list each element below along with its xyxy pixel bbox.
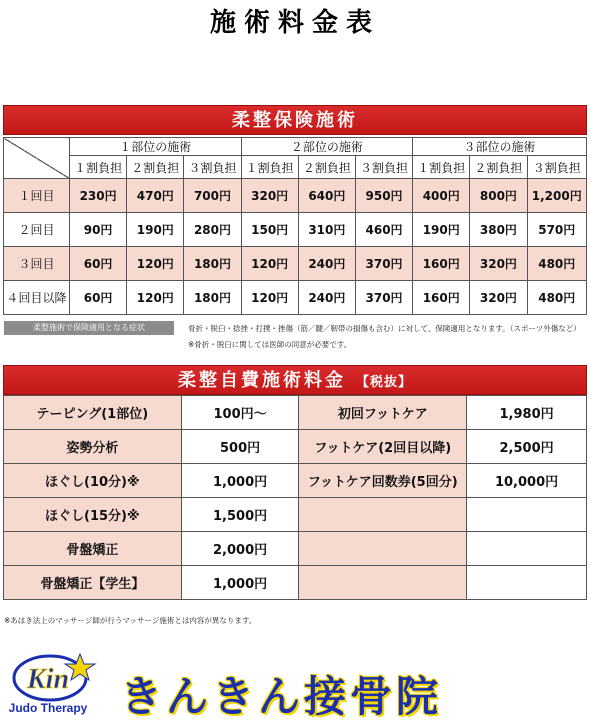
price-cell: 800円 bbox=[470, 179, 527, 213]
price-cell: 90円 bbox=[70, 213, 127, 247]
coverage-label: 柔整施術で保険適用となる症状 bbox=[4, 321, 174, 335]
self-pay-header-label: 柔整自費施術料金 bbox=[177, 370, 346, 391]
service-name bbox=[299, 566, 467, 600]
service-name: 初回フットケア bbox=[299, 396, 467, 430]
price-cell: 190円 bbox=[413, 213, 470, 247]
table-row bbox=[4, 396, 587, 430]
price-cell: 190円 bbox=[127, 213, 184, 247]
price-cell: 640円 bbox=[298, 179, 355, 213]
price-cell: 480円 bbox=[527, 281, 587, 315]
burden-header: ３割負担 bbox=[527, 156, 587, 179]
logo-mark-icon bbox=[8, 648, 108, 718]
price-cell: 400円 bbox=[413, 179, 470, 213]
price-cell: 60円 bbox=[70, 281, 127, 315]
table-row bbox=[4, 498, 587, 532]
service-price: 100円〜 bbox=[181, 396, 299, 430]
price-cell: 120円 bbox=[241, 247, 298, 281]
row-label: ２回目 bbox=[4, 213, 70, 247]
self-pay-table bbox=[3, 395, 587, 600]
price-cell: 120円 bbox=[127, 247, 184, 281]
price-cell: 370円 bbox=[355, 281, 412, 315]
table-row bbox=[4, 532, 587, 566]
coverage-text: 骨折・脱臼・捻挫・打撲・挫傷（筋／腱／靭帯の損傷も含む）に対して、保険適用となります。（スポーツ外傷など） bbox=[188, 324, 581, 333]
price-cell: 700円 bbox=[184, 179, 241, 213]
price-cell: 60円 bbox=[70, 247, 127, 281]
service-name: フットケア(2回目以降) bbox=[299, 430, 467, 464]
group-header: ２部位の施術 bbox=[241, 138, 413, 156]
insurance-header bbox=[3, 105, 587, 135]
self-pay-header bbox=[3, 365, 587, 395]
clinic-name: きんきん接骨院 bbox=[120, 672, 443, 721]
price-cell: 570円 bbox=[527, 213, 587, 247]
service-price: 1,000円 bbox=[181, 566, 299, 600]
service-price: 10,000円 bbox=[467, 464, 587, 498]
price-cell: 240円 bbox=[298, 247, 355, 281]
service-name: 姿勢分析 bbox=[4, 430, 182, 464]
price-cell: 1,200円 bbox=[527, 179, 587, 213]
service-price bbox=[467, 532, 587, 566]
burden-header: １割負担 bbox=[413, 156, 470, 179]
service-name: 骨盤矯正【学生】 bbox=[4, 566, 182, 600]
row-label: １回目 bbox=[4, 179, 70, 213]
service-price: 1,500円 bbox=[181, 498, 299, 532]
burden-header: ２割負担 bbox=[470, 156, 527, 179]
burden-header: １割負担 bbox=[70, 156, 127, 179]
price-cell: 380円 bbox=[470, 213, 527, 247]
service-price: 500円 bbox=[181, 430, 299, 464]
page-title: 施術料金表 bbox=[209, 8, 380, 38]
insurance-header-label: 柔整保険施術 bbox=[232, 110, 358, 131]
price-cell: 120円 bbox=[127, 281, 184, 315]
table-corner bbox=[4, 138, 70, 179]
footnote: ※あはき法上のマッサージ師が行うマッサージ施術とは内容が異なります。 bbox=[4, 616, 257, 625]
table-row bbox=[4, 179, 587, 213]
service-price: 1,000円 bbox=[181, 464, 299, 498]
group-header: １部位の施術 bbox=[70, 138, 242, 156]
service-price: 2,000円 bbox=[181, 532, 299, 566]
price-cell: 320円 bbox=[470, 281, 527, 315]
table-row bbox=[4, 281, 587, 315]
row-label: ３回目 bbox=[4, 247, 70, 281]
logo-mark-text: Kin bbox=[26, 664, 70, 695]
burden-header: ２割負担 bbox=[298, 156, 355, 179]
price-cell: 120円 bbox=[241, 281, 298, 315]
price-cell: 150円 bbox=[241, 213, 298, 247]
price-cell: 180円 bbox=[184, 281, 241, 315]
price-cell: 470円 bbox=[127, 179, 184, 213]
service-price: 2,500円 bbox=[467, 430, 587, 464]
burden-header: ３割負担 bbox=[355, 156, 412, 179]
price-cell: 320円 bbox=[241, 179, 298, 213]
burden-header: ２割負担 bbox=[127, 156, 184, 179]
logo-sub-text: Judo Therapy bbox=[8, 701, 88, 715]
price-cell: 320円 bbox=[470, 247, 527, 281]
table-row bbox=[4, 566, 587, 600]
table-row bbox=[4, 464, 587, 498]
tax-note: 【税抜】 bbox=[355, 375, 412, 390]
service-price bbox=[467, 566, 587, 600]
burden-header: ３割負担 bbox=[184, 156, 241, 179]
price-cell: 180円 bbox=[184, 247, 241, 281]
insurance-table bbox=[3, 137, 587, 315]
table-row bbox=[4, 247, 587, 281]
burden-header: １割負担 bbox=[241, 156, 298, 179]
price-cell: 370円 bbox=[355, 247, 412, 281]
price-cell: 240円 bbox=[298, 281, 355, 315]
table-row bbox=[4, 430, 587, 464]
price-cell: 160円 bbox=[413, 247, 470, 281]
service-name: フットケア回数券(5回分) bbox=[299, 464, 467, 498]
price-cell: 310円 bbox=[298, 213, 355, 247]
service-name: ほぐし(15分)※ bbox=[4, 498, 182, 532]
service-name: ほぐし(10分)※ bbox=[4, 464, 182, 498]
price-cell: 280円 bbox=[184, 213, 241, 247]
table-row bbox=[4, 213, 587, 247]
price-cell: 160円 bbox=[413, 281, 470, 315]
row-label: ４回目以降 bbox=[4, 281, 70, 315]
service-price: 1,980円 bbox=[467, 396, 587, 430]
coverage-note: ※骨折・脱臼に関しては医師の同意が必要です。 bbox=[188, 340, 352, 349]
service-name bbox=[299, 498, 467, 532]
service-price bbox=[467, 498, 587, 532]
price-cell: 480円 bbox=[527, 247, 587, 281]
price-cell: 460円 bbox=[355, 213, 412, 247]
service-name: テーピング(1部位) bbox=[4, 396, 182, 430]
price-cell: 230円 bbox=[70, 179, 127, 213]
price-cell: 950円 bbox=[355, 179, 412, 213]
service-name: 骨盤矯正 bbox=[4, 532, 182, 566]
clinic-logo bbox=[8, 648, 108, 718]
service-name bbox=[299, 532, 467, 566]
group-header: ３部位の施術 bbox=[413, 138, 587, 156]
